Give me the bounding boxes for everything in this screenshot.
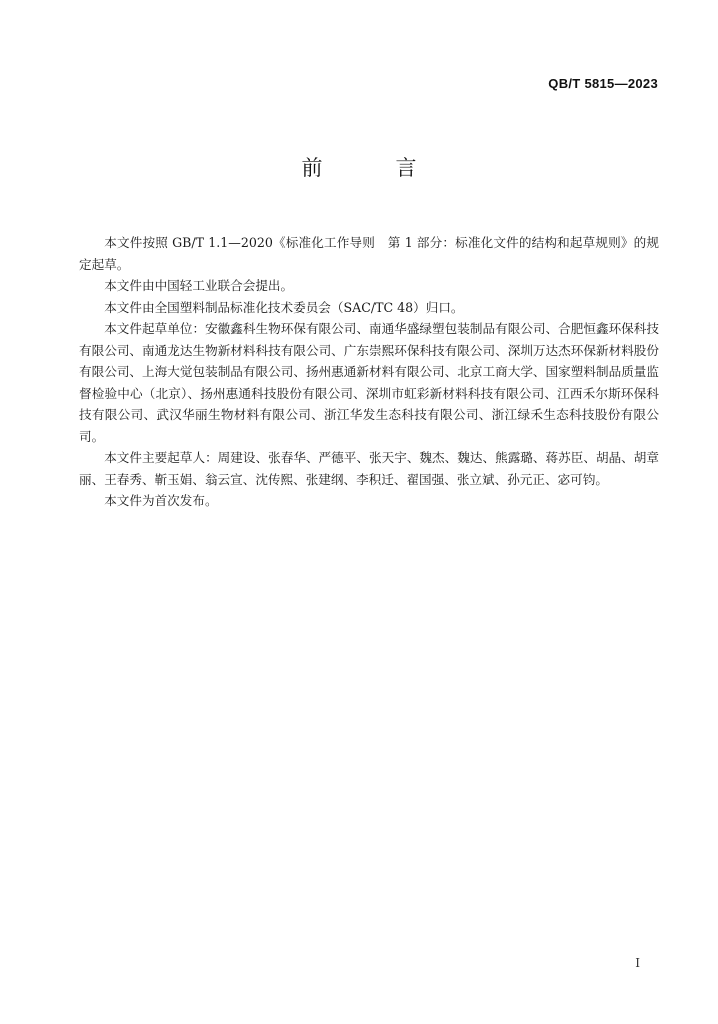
paragraph-drafters: 本文件主要起草人：周建设、张春华、严德平、张天宇、魏杰、魏达、熊露璐、蒋苏臣、胡晶、胡章丽、王春秀、靳玉娟、翁云宣、沈传熙、张建纲、李积迁、翟国强、张立斌、孙元正、宓可钧。: [79, 450, 659, 487]
paragraph-drafting-units: 本文件起草单位：安徽鑫科生物环保有限公司、南通华盛绿塑包装制品有限公司、合肥恒鑫环保科技有限公司、南通龙达生物新材料科技有限公司、广东崇熙环保科技有限公司、深圳万达杰环保新材料股份有限公司、上海大觉包装制品有限公司、扬州惠通新材料有限公司、北京工商大学、国家塑料制品质量监督检验中心（北京）、扬州惠通科技股份有限公司、深圳市虹彩新材料科技有限公司、江西禾尔斯环保科技有限公司、武汉华丽生物材料有限公司、浙江华发生态科技有限公司、浙江绿禾生态科技股份有限公司。: [79, 321, 659, 444]
paragraph-first-release: 本文件为首次发布。: [104, 493, 218, 508]
paragraph-proposer: 本文件由中国轻工业联合会提出。: [104, 278, 294, 293]
standard-code: QB/T 5815—2023: [548, 76, 658, 91]
page-title: 前 言: [301, 156, 443, 180]
foreword-body: [79, 232, 659, 512]
paragraph-drafting-rules: 本文件按照 GB/T 1.1—2020《标准化工作导则 第 1 部分：标准化文件的结构和起草规则》的规定起草。: [79, 235, 659, 272]
paragraph-committee: 本文件由全国塑料制品标准化技术委员会（SAC/TC 48）归口。: [104, 299, 464, 315]
page-number: I: [635, 956, 640, 970]
